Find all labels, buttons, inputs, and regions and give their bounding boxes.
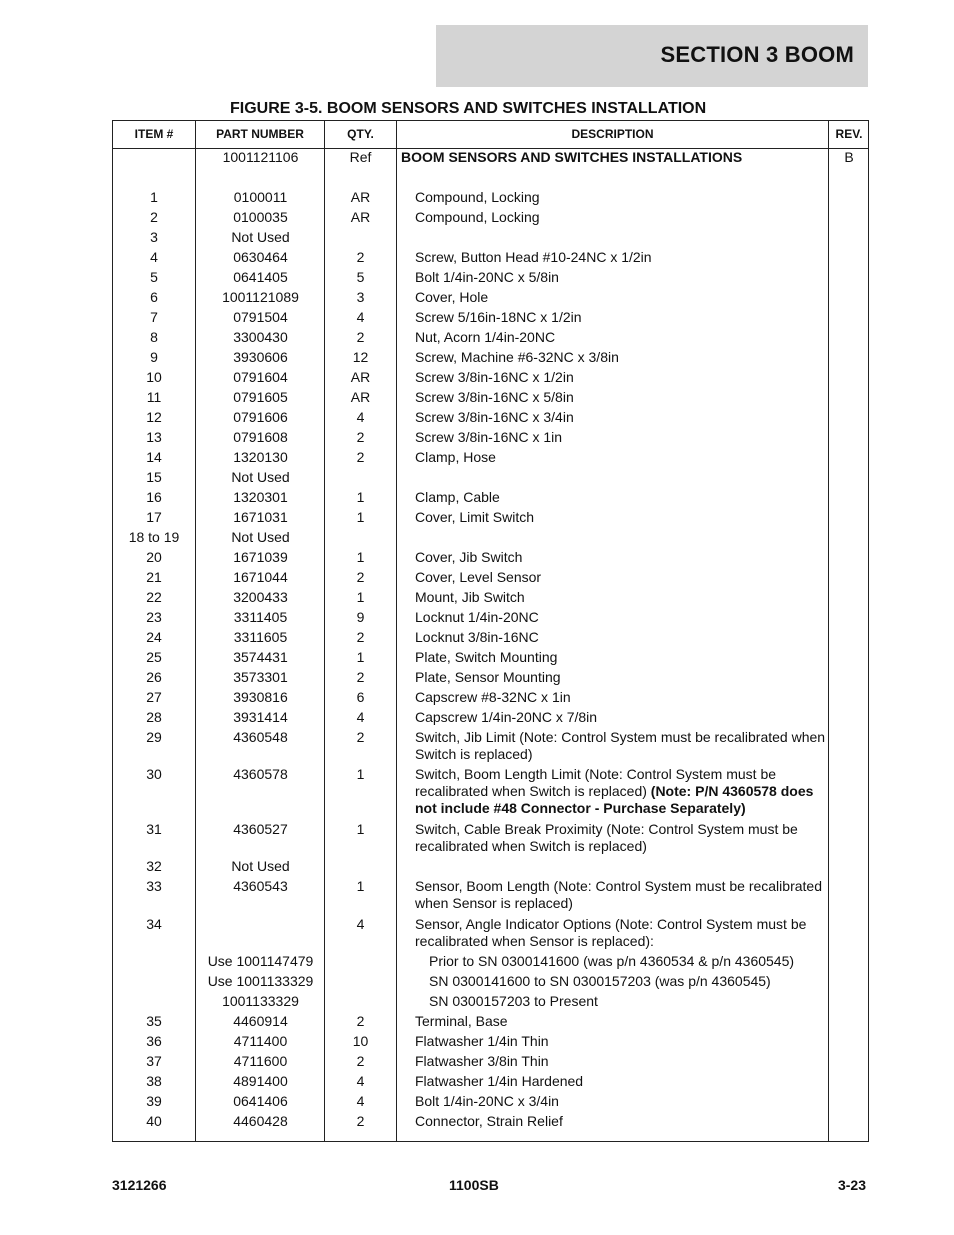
quantity-cell: 2 <box>356 329 365 345</box>
quantity-cell: 4 <box>356 1073 365 1089</box>
item-number-cell: 32 <box>146 858 162 874</box>
description-cell <box>429 953 841 970</box>
description-text: Switch, Jib Limit (Note: Control System must be recalibrated when Switch is replaced) <box>415 729 826 762</box>
quantity-cell: 2 <box>356 249 365 265</box>
description-text: Terminal, Base <box>415 1013 508 1029</box>
table-row <box>113 878 868 916</box>
item-number-cell: 26 <box>146 669 162 685</box>
description-cell <box>415 509 827 526</box>
part-number-cell: 3574431 <box>233 649 288 665</box>
table-row <box>113 1093 868 1113</box>
part-number-cell: 4360578 <box>233 766 288 782</box>
table-row <box>113 149 868 189</box>
part-number-cell: 3311605 <box>233 629 288 645</box>
table-row <box>113 1113 868 1133</box>
description-text: Cover, Hole <box>415 289 489 305</box>
table-row <box>113 609 868 629</box>
description-cell <box>415 821 827 855</box>
quantity-cell: AR <box>350 389 371 405</box>
item-number-cell: 11 <box>146 389 162 405</box>
table-row <box>113 589 868 609</box>
part-number-cell: 3200433 <box>233 589 288 605</box>
quantity-cell: 5 <box>356 269 365 285</box>
quantity-cell: 4 <box>356 709 365 725</box>
description-cell <box>415 629 827 646</box>
quantity-cell: 2 <box>356 729 365 745</box>
quantity-cell: AR <box>350 369 371 385</box>
part-number-cell: 0630464 <box>233 249 288 265</box>
quantity-cell: AR <box>350 209 371 225</box>
item-number-cell: 6 <box>150 289 158 305</box>
quantity-cell: 4 <box>356 309 365 325</box>
item-number-cell: 37 <box>146 1053 162 1069</box>
description-cell <box>415 549 827 566</box>
quantity-cell: 4 <box>356 916 365 932</box>
description-cell <box>415 269 827 286</box>
description-cell <box>415 309 827 326</box>
section-title: SECTION 3 BOOM <box>660 42 854 67</box>
part-number-cell: 4711400 <box>233 1033 288 1049</box>
description-text: Flatwasher 3/8in Thin <box>415 1053 549 1069</box>
part-number-cell: 1320130 <box>233 449 288 465</box>
item-number-cell: 16 <box>146 489 162 505</box>
item-number-cell: 4 <box>150 249 158 265</box>
description-text: Screw 3/8in-16NC x 3/4in <box>415 409 574 425</box>
part-number-cell: 0100011 <box>233 189 288 205</box>
description-cell <box>415 389 827 406</box>
item-number-cell: 5 <box>150 269 158 285</box>
part-number-cell: Not Used <box>231 229 290 245</box>
description-cell <box>415 569 827 586</box>
table-row <box>113 1013 868 1033</box>
revision-cell: B <box>844 149 854 165</box>
quantity-cell: 2 <box>356 1013 365 1029</box>
part-number-cell: 1320301 <box>233 489 288 505</box>
quantity-cell: 12 <box>352 349 369 365</box>
table-row <box>113 669 868 689</box>
description-text: Prior to SN 0300141600 (was p/n 4360534 & p/n 4360545) <box>429 953 795 969</box>
description-cell <box>415 589 827 606</box>
quantity-cell: 4 <box>356 409 365 425</box>
table-row <box>113 916 868 953</box>
part-number-cell: 4360527 <box>233 821 288 837</box>
part-number-cell: Not Used <box>231 469 290 485</box>
description-text: Screw, Machine #6-32NC x 3/8in <box>415 349 619 365</box>
description-cell <box>415 249 827 266</box>
quantity-cell: 2 <box>356 1053 365 1069</box>
description-text: Compound, Locking <box>415 209 540 225</box>
description-cell <box>415 449 827 466</box>
description-cell <box>415 689 827 706</box>
description-text: Screw 3/8in-16NC x 5/8in <box>415 389 574 405</box>
part-number-cell: 0791605 <box>233 389 288 405</box>
description-cell <box>415 489 827 506</box>
description-text: Connector, Strain Relief <box>415 1113 563 1129</box>
column-header-rev: REV. <box>835 127 863 141</box>
table-body <box>113 149 868 1133</box>
table-row <box>113 369 868 389</box>
table-row <box>113 389 868 409</box>
part-number-cell: 4460914 <box>233 1013 288 1029</box>
item-number-cell: 8 <box>150 329 158 345</box>
table-row <box>113 629 868 649</box>
part-number-cell: 0791608 <box>233 429 288 445</box>
description-cell <box>415 429 827 446</box>
description-cell <box>429 973 841 990</box>
quantity-cell: 6 <box>356 689 365 705</box>
description-cell <box>415 916 827 950</box>
description-text: Bolt 1/4in-20NC x 5/8in <box>415 269 559 285</box>
quantity-cell: 9 <box>356 609 365 625</box>
table-row <box>113 329 868 349</box>
table-row <box>113 269 868 289</box>
table-row <box>113 349 868 369</box>
item-number-cell: 3 <box>150 229 158 245</box>
part-number-cell: 0641405 <box>233 269 288 285</box>
quantity-cell: 1 <box>356 489 365 505</box>
description-text: Cover, Level Sensor <box>415 569 542 585</box>
description-text: Locknut 3/8in-16NC <box>415 629 539 645</box>
item-number-cell: 38 <box>146 1073 162 1089</box>
part-number-cell: 4711600 <box>233 1053 288 1069</box>
table-row <box>113 1053 868 1073</box>
description-cell <box>415 369 827 386</box>
description-cell <box>415 1013 827 1030</box>
item-number-cell: 29 <box>146 729 162 745</box>
description-text: Compound, Locking <box>415 189 540 205</box>
part-number-cell: 0641406 <box>233 1093 288 1109</box>
item-number-cell: 14 <box>146 449 162 465</box>
quantity-cell: 10 <box>352 1033 369 1049</box>
description-text: Cover, Limit Switch <box>415 509 535 525</box>
description-text: Switch, Cable Break Proximity (Note: Control System must be recalibrated when Switch is replaced) <box>415 821 798 854</box>
quantity-cell: 1 <box>356 821 365 837</box>
table-row <box>113 973 868 993</box>
quantity-cell: 1 <box>356 509 365 525</box>
table-row <box>113 189 868 209</box>
table-row <box>113 689 868 709</box>
description-text: SN 0300157203 to Present <box>429 993 598 1009</box>
table-row <box>113 289 868 309</box>
description-text: Locknut 1/4in-20NC <box>415 609 539 625</box>
part-number-cell: 4891400 <box>233 1073 288 1089</box>
column-header-item: ITEM # <box>134 127 174 141</box>
description-cell <box>415 1113 827 1130</box>
table-row <box>113 649 868 669</box>
part-number-cell: 1001133329 <box>222 993 299 1009</box>
part-number-cell: 1001121089 <box>222 289 299 305</box>
table-row <box>113 429 868 449</box>
description-text: Bolt 1/4in-20NC x 3/4in <box>415 1093 559 1109</box>
table-row <box>113 309 868 329</box>
quantity-cell: 1 <box>356 766 365 782</box>
description-text: Screw, Button Head #10-24NC x 1/2in <box>415 249 652 265</box>
quantity-cell: 2 <box>356 1113 365 1129</box>
item-number-cell: 9 <box>150 349 158 365</box>
parts-table <box>112 120 869 1142</box>
table-row <box>113 709 868 729</box>
quantity-cell: 3 <box>356 289 365 305</box>
description-text: Screw 5/16in-18NC x 1/2in <box>415 309 582 325</box>
part-number-cell: Not Used <box>231 529 290 545</box>
part-number-cell: 0791606 <box>233 409 288 425</box>
part-number-cell: 3930606 <box>233 349 288 365</box>
quantity-cell: 1 <box>356 878 365 894</box>
description-cell <box>415 209 827 226</box>
part-number-cell: Use 1001133329 <box>207 973 314 989</box>
table-row <box>113 229 868 249</box>
description-cell <box>415 349 827 366</box>
description-text: BOOM SENSORS AND SWITCHES INSTALLATIONS <box>401 149 743 165</box>
quantity-cell: 1 <box>356 549 365 565</box>
description-text: Clamp, Hose <box>415 449 496 465</box>
part-number-cell: 0100035 <box>233 209 288 225</box>
part-number-cell: 1001121106 <box>222 149 299 165</box>
part-number-cell: 1671039 <box>233 549 288 565</box>
item-number-cell: 2 <box>150 209 158 225</box>
quantity-cell: 2 <box>356 629 365 645</box>
item-number-cell: 20 <box>146 549 162 565</box>
description-cell <box>415 409 827 426</box>
table-row <box>113 766 868 821</box>
part-number-cell: 4460428 <box>233 1113 288 1129</box>
description-cell <box>415 669 827 686</box>
description-text: Sensor, Boom Length (Note: Control System must be recalibrated when Sensor is replaced) <box>415 878 822 911</box>
quantity-cell: AR <box>350 189 371 205</box>
item-number-cell: 34 <box>146 916 162 932</box>
description-cell <box>415 1033 827 1050</box>
description-text: Capscrew #8-32NC x 1in <box>415 689 571 705</box>
item-number-cell: 25 <box>146 649 162 665</box>
description-text: Capscrew 1/4in-20NC x 7/8in <box>415 709 598 725</box>
description-text: Plate, Sensor Mounting <box>415 669 561 685</box>
description-text: Plate, Switch Mounting <box>415 649 558 665</box>
part-number-cell: 0791604 <box>233 369 288 385</box>
description-text: Mount, Jib Switch <box>415 589 525 605</box>
item-number-cell: 24 <box>146 629 162 645</box>
description-cell <box>415 729 827 763</box>
part-number-cell: 3573301 <box>233 669 288 685</box>
table-row <box>113 469 868 489</box>
table-row <box>113 449 868 469</box>
part-number-cell: 1671044 <box>233 569 288 585</box>
item-number-cell: 23 <box>146 609 162 625</box>
description-cell <box>415 649 827 666</box>
table-row <box>113 529 868 549</box>
item-number-cell: 31 <box>146 821 162 837</box>
description-cell <box>415 329 827 346</box>
table-row <box>113 993 868 1013</box>
description-text: Screw 3/8in-16NC x 1/2in <box>415 369 574 385</box>
description-text: Switch, Boom Length Limit (Note: Control System must be recalibrated when Switch is replaced) <box>415 766 777 799</box>
part-number-cell: 0791504 <box>233 309 288 325</box>
item-number-cell: 40 <box>146 1113 162 1129</box>
item-number-cell: 27 <box>146 689 162 705</box>
item-number-cell: 10 <box>146 369 162 385</box>
item-number-cell: 35 <box>146 1013 162 1029</box>
item-number-cell: 15 <box>146 469 162 485</box>
part-number-cell: Use 1001147479 <box>207 953 314 969</box>
item-number-cell: 17 <box>146 509 162 525</box>
part-number-cell: 3311405 <box>233 609 288 625</box>
description-cell <box>429 993 841 1010</box>
description-text: Nut, Acorn 1/4in-20NC <box>415 329 556 345</box>
description-text: SN 0300141600 to SN 0300157203 (was p/n 4360545) <box>429 973 771 989</box>
item-number-cell: 36 <box>146 1033 162 1049</box>
description-bold-note: (Note: P/N 4360578 does not include #48 Connector - Purchase Separately) <box>415 783 814 816</box>
table-row <box>113 509 868 529</box>
description-cell <box>415 189 827 206</box>
footer-document-number: 3121266 <box>112 1177 167 1193</box>
description-text: Flatwasher 1/4in Hardened <box>415 1073 584 1089</box>
part-number-cell: 4360543 <box>233 878 288 894</box>
description-cell <box>401 149 813 166</box>
table-row <box>113 569 868 589</box>
description-cell <box>415 878 827 912</box>
description-cell <box>415 766 827 817</box>
table-row <box>113 953 868 973</box>
quantity-cell: 2 <box>356 669 365 685</box>
description-cell <box>415 289 827 306</box>
part-number-cell: 1671031 <box>233 509 288 525</box>
item-number-cell: 21 <box>146 569 162 585</box>
part-number-cell: 3931414 <box>233 709 288 725</box>
table-row <box>113 1033 868 1053</box>
part-number-cell: 3300430 <box>233 329 288 345</box>
quantity-cell: 2 <box>356 429 365 445</box>
figure-title: FIGURE 3-5. BOOM SENSORS AND SWITCHES INSTALLATION <box>230 100 707 117</box>
item-number-cell: 18 to 19 <box>128 529 180 545</box>
table-row <box>113 549 868 569</box>
item-number-cell: 28 <box>146 709 162 725</box>
quantity-cell: 4 <box>356 1093 365 1109</box>
description-cell <box>415 609 827 626</box>
item-number-cell: 33 <box>146 878 162 894</box>
description-text: Cover, Jib Switch <box>415 549 523 565</box>
description-cell <box>415 709 827 726</box>
description-text: Screw 3/8in-16NC x 1in <box>415 429 563 445</box>
table-row <box>113 1073 868 1093</box>
footer-model: 1100SB <box>449 1177 499 1193</box>
description-text: Sensor, Angle Indicator Options (Note: Control System must be recalibrated when Sensor is replaced): <box>415 916 807 949</box>
description-text: Flatwasher 1/4in Thin <box>415 1033 549 1049</box>
description-cell <box>415 1053 827 1070</box>
column-header-description: DESCRIPTION <box>571 127 654 141</box>
description-cell <box>415 1073 827 1090</box>
quantity-cell: 1 <box>356 589 365 605</box>
description-cell <box>415 1093 827 1110</box>
table-row <box>113 209 868 229</box>
item-number-cell: 12 <box>146 409 162 425</box>
column-header-qty: QTY. <box>347 127 374 141</box>
table-row <box>113 249 868 269</box>
column-header-part-number: PART NUMBER <box>216 127 304 141</box>
table-row <box>113 858 868 878</box>
section-header <box>436 25 868 87</box>
footer-page-number: 3-23 <box>837 1177 866 1193</box>
item-number-cell: 7 <box>150 309 158 325</box>
table-row <box>113 821 868 858</box>
table-row <box>113 489 868 509</box>
item-number-cell: 30 <box>146 766 162 782</box>
item-number-cell: 1 <box>150 189 158 205</box>
item-number-cell: 22 <box>146 589 162 605</box>
quantity-cell: 2 <box>356 569 365 585</box>
description-text: Clamp, Cable <box>415 489 500 505</box>
part-number-cell: 3930816 <box>233 689 288 705</box>
table-row <box>113 409 868 429</box>
quantity-cell: Ref <box>349 149 372 165</box>
part-number-cell: 4360548 <box>233 729 288 745</box>
quantity-cell: 2 <box>356 449 365 465</box>
part-number-cell: Not Used <box>231 858 290 874</box>
item-number-cell: 39 <box>146 1093 162 1109</box>
item-number-cell: 13 <box>146 429 162 445</box>
table-row <box>113 729 868 766</box>
quantity-cell: 1 <box>356 649 365 665</box>
